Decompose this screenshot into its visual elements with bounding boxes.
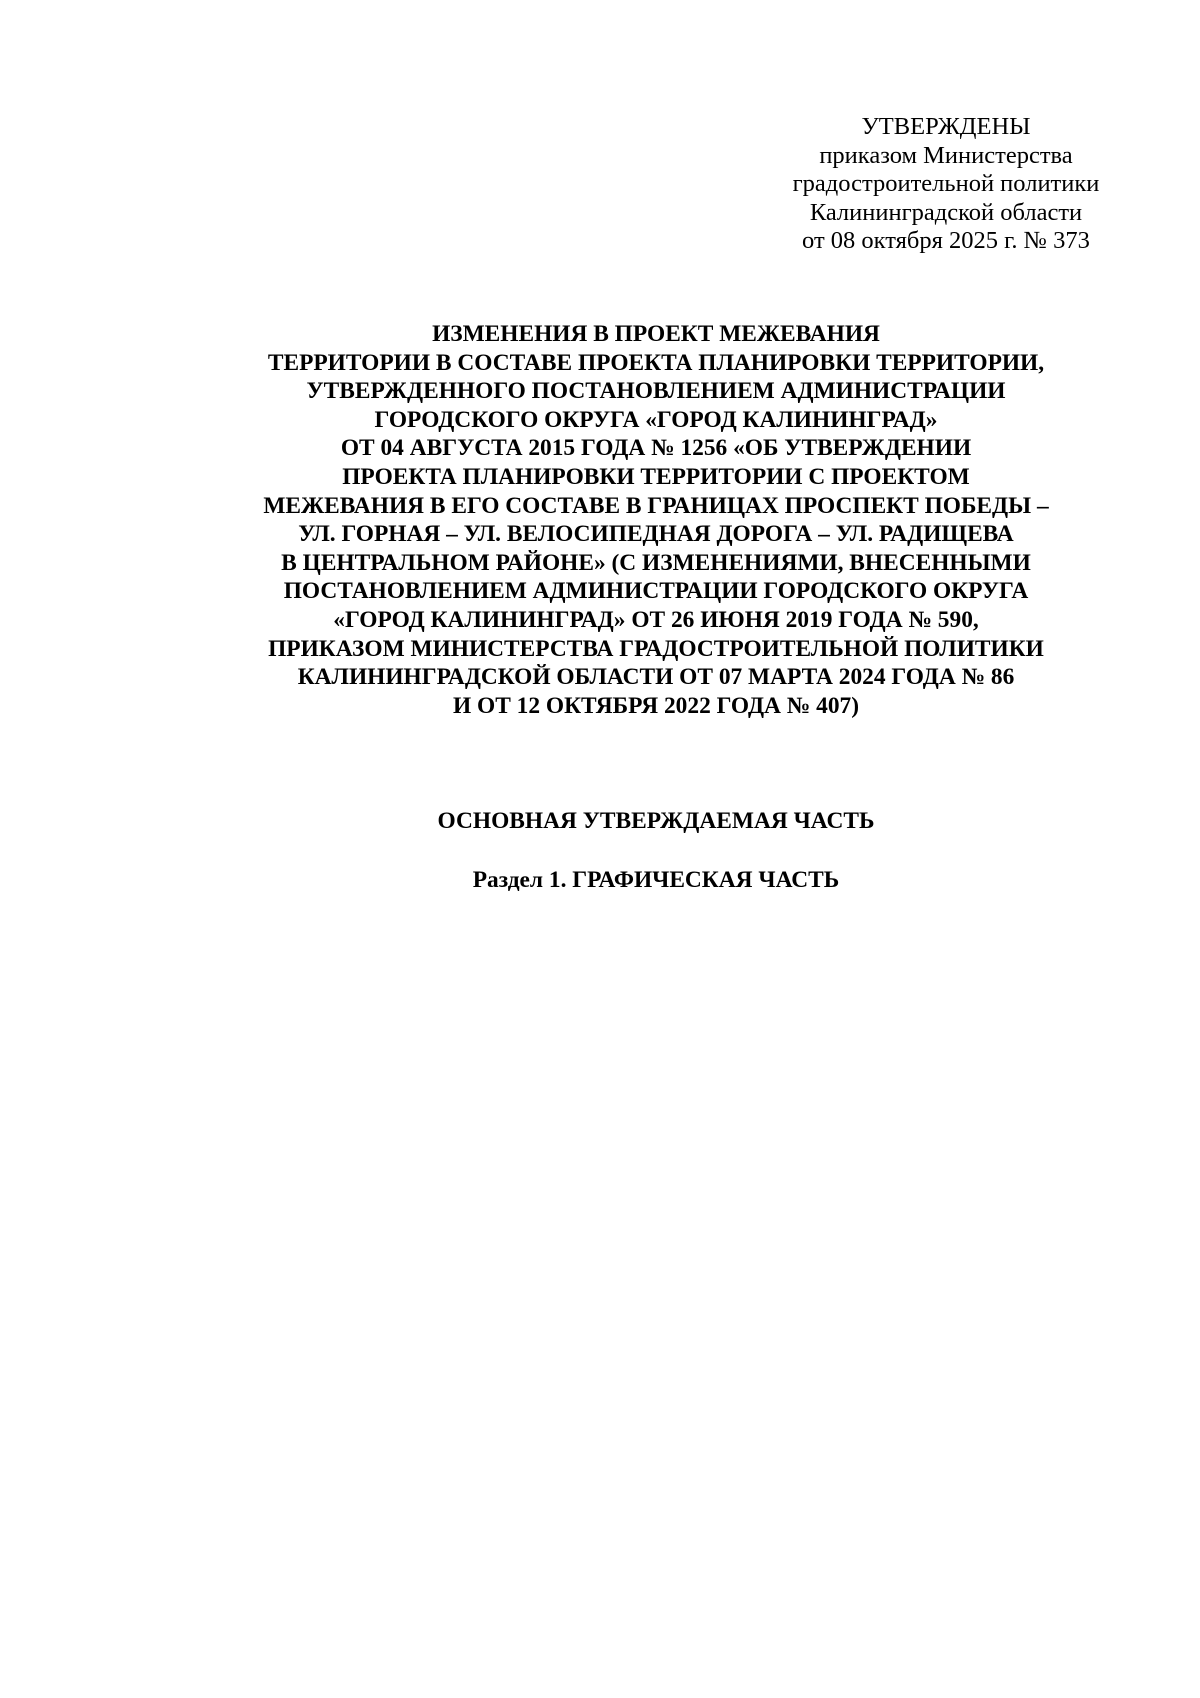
- title-line: КАЛИНИНГРАДСКОЙ ОБЛАСТИ ОТ 07 МАРТА 2024 ГОДА № 86: [297, 664, 1015, 691]
- title-line: ПРИКАЗОМ МИНИСТЕРСТВА ГРАДОСТРОИТЕЛЬНОЙ ПОЛИТИКИ: [268, 635, 1044, 662]
- approval-line-region: Калининградской области: [809, 198, 1083, 226]
- title-line: «ГОРОД КАЛИНИНГРАД» ОТ 26 ИЮНЯ 2019 ГОДА № 590,: [333, 606, 979, 633]
- title-line: И ОТ 12 ОКТЯБРЯ 2022 ГОДА № 407): [452, 692, 860, 719]
- title-line: УЛ. ГОРНАЯ – УЛ. ВЕЛОСИПЕДНАЯ ДОРОГА – УЛ. РАДИЩЕВА: [298, 521, 1014, 548]
- approval-line-date-number: от 08 октября 2025 г. № 373: [802, 227, 1090, 255]
- title-line: ГОРОДСКОГО ОКРУГА «ГОРОД КАЛИНИНГРАД»: [374, 406, 938, 433]
- approval-line-approved: УТВЕРЖДЕНЫ: [861, 113, 1031, 140]
- title-line: ПРОЕКТА ПЛАНИРОВКИ ТЕРРИТОРИИ С ПРОЕКТОМ: [342, 463, 970, 490]
- title-line: МЕЖЕВАНИЯ В ЕГО СОСТАВЕ В ГРАНИЦАХ ПРОСПЕКТ ПОБЕДЫ –: [263, 492, 1049, 519]
- title-line: ОТ 04 АВГУСТА 2015 ГОДА № 1256 «ОБ УТВЕРЖДЕНИИ: [340, 435, 972, 462]
- document-subtitle: ОСНОВНАЯ УТВЕРЖДАЕМАЯ ЧАСТЬ: [437, 808, 875, 834]
- title-line: В ЦЕНТРАЛЬНОМ РАЙОНЕ» (С ИЗМЕНЕНИЯМИ, ВНЕСЕННЫМИ: [281, 549, 1031, 576]
- title-line: ТЕРРИТОРИИ В СОСТАВЕ ПРОЕКТА ПЛАНИРОВКИ ТЕРРИТОРИИ,: [267, 349, 1045, 376]
- title-line: ИЗМЕНЕНИЯ В ПРОЕКТ МЕЖЕВАНИЯ: [432, 321, 880, 347]
- approval-line-ministry: градостроительной политики: [792, 170, 1100, 198]
- approval-line-order: приказом Министерства: [819, 141, 1073, 169]
- title-line: ПОСТАНОВЛЕНИЕМ АДМИНИСТРАЦИИ ГОРОДСКОГО ОКРУГА: [283, 578, 1029, 605]
- approval-stamp: [766, 113, 1126, 256]
- document-title: [100, 320, 1200, 720]
- title-line: УТВЕРЖДЕННОГО ПОСТАНОВЛЕНИЕМ АДМИНИСТРАЦИИ: [306, 378, 1006, 405]
- section-heading: Раздел 1. ГРАФИЧЕСКАЯ ЧАСТЬ: [472, 867, 840, 893]
